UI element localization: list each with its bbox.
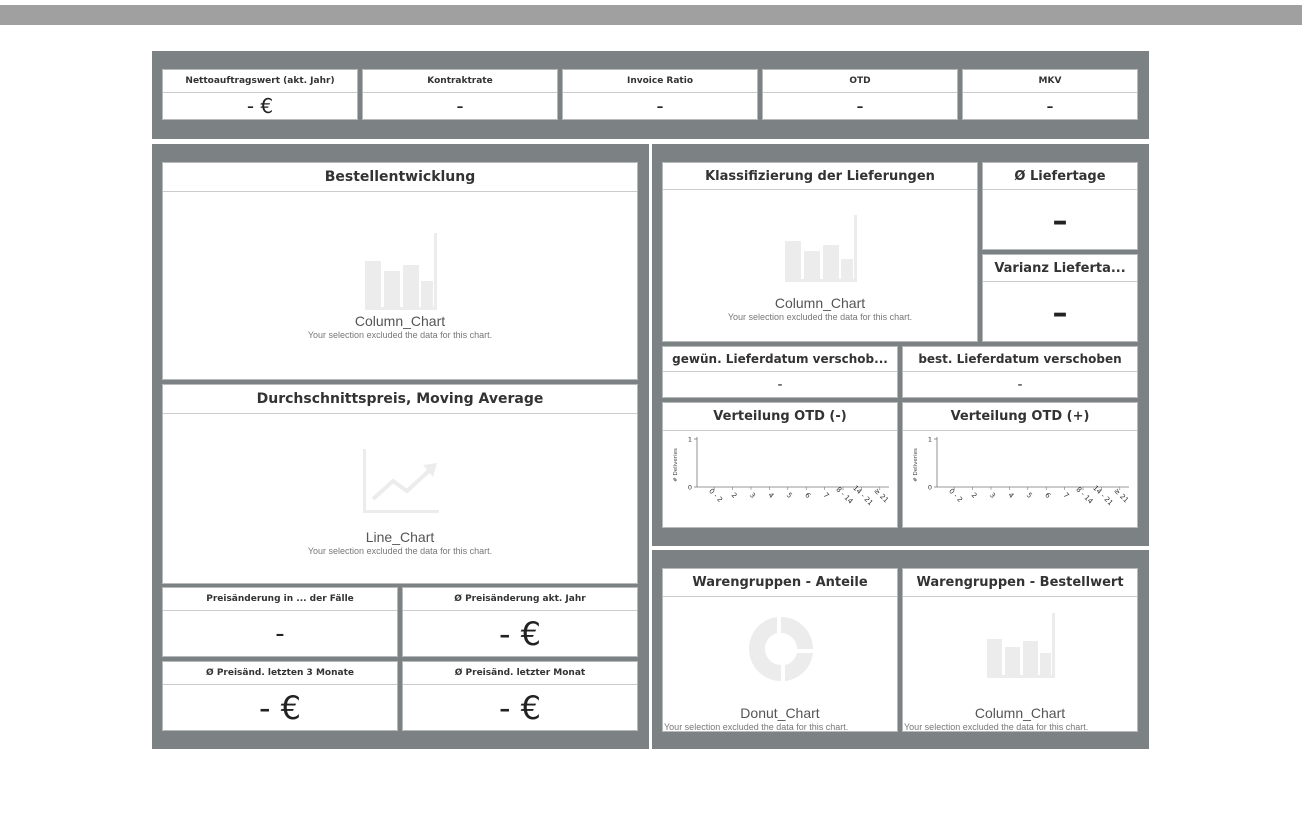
kpi-value: - € <box>258 689 302 727</box>
otd-chart-svg <box>663 431 897 527</box>
kpi-varianz-liefertage[interactable] <box>982 254 1138 342</box>
kpi-preisaend-3-monate[interactable] <box>162 661 398 731</box>
donut-chart-icon <box>745 613 817 685</box>
kpi-preisaend-letzter-monat[interactable] <box>402 661 638 731</box>
klassifizierung-chart[interactable] <box>662 162 978 342</box>
kpi-label: gewün. Lieferdatum verschob... <box>663 347 897 372</box>
x-tick-label: 14 - 21 <box>1091 483 1115 508</box>
x-tick-label: ≥ 21 <box>872 486 891 505</box>
x-tick-label: 8 - 14 <box>1074 485 1095 506</box>
kpi-best-lieferdatum[interactable] <box>902 346 1138 398</box>
kpi-label: Ø Preisänderung akt. Jahr <box>403 588 637 611</box>
empty-message: Your selection excluded the data for this chart. <box>664 722 849 732</box>
kpi-nettoauftragswert[interactable] <box>162 69 358 120</box>
kpi-label: MKV <box>963 70 1137 93</box>
kpi-value: - <box>777 377 783 393</box>
kpi-value: – <box>1052 295 1068 331</box>
y-tick-label: 1 <box>927 435 932 444</box>
kpi-label: Preisänderung in ... der Fälle <box>163 588 397 611</box>
kpi-label: OTD <box>763 70 957 93</box>
y-tick-label: 0 <box>687 483 692 492</box>
x-tick-label: 4 <box>766 491 776 500</box>
empty-message: Your selection excluded the data for this chart. <box>727 312 913 322</box>
x-tick-label: 3 <box>748 491 757 500</box>
kpi-label: Ø Liefertage <box>983 163 1137 190</box>
kpi-value: - <box>456 94 464 118</box>
kpi-kontraktrate[interactable] <box>362 69 558 120</box>
kpi-panel <box>152 51 1149 139</box>
column-chart-icon <box>783 215 859 285</box>
verteilung-otd-plus-chart[interactable] <box>902 402 1138 528</box>
chart-title: Warengruppen - Anteile <box>663 569 897 597</box>
chart-type-label: Column_Chart <box>354 313 446 329</box>
x-tick-label: 2 <box>969 491 979 500</box>
left-panel <box>152 144 649 749</box>
column-chart-icon <box>985 613 1057 681</box>
y-axis-label: # Deliveries <box>673 448 679 482</box>
column-chart-icon <box>363 233 439 313</box>
warengruppen-bestellwert-chart[interactable] <box>902 568 1138 732</box>
kpi-value: - € <box>498 615 542 653</box>
top-bar <box>0 5 1302 25</box>
warengruppen-anteile-chart[interactable] <box>662 568 898 732</box>
x-tick-label: 0 - 2 <box>707 487 725 505</box>
kpi-value: - <box>856 94 864 118</box>
kpi-label: Ø Preisänd. letzten 3 Monate <box>163 662 397 685</box>
kpi-invoice-ratio[interactable] <box>562 69 758 120</box>
chart-title: Verteilung OTD (+) <box>903 403 1137 431</box>
kpi-value: - <box>1046 94 1054 118</box>
kpi-label: Kontraktrate <box>363 70 557 93</box>
x-tick-label: 6 <box>803 491 813 500</box>
y-tick-label: 0 <box>927 483 932 492</box>
empty-message: Your selection excluded the data for this chart. <box>307 546 493 556</box>
kpi-label: Invoice Ratio <box>563 70 757 93</box>
verteilung-otd-minus-chart[interactable] <box>662 402 898 528</box>
right-top-panel <box>652 144 1149 546</box>
x-tick-label: 14 - 21 <box>851 483 875 508</box>
chart-type-label: Column_Chart <box>774 295 866 311</box>
kpi-value: - € <box>246 94 274 118</box>
x-tick-label: 2 <box>729 491 739 500</box>
x-tick-label: 3 <box>988 491 997 500</box>
bestellentwicklung-chart[interactable] <box>162 162 638 380</box>
y-tick-label: 1 <box>687 435 692 444</box>
x-tick-label: 0 - 2 <box>947 487 965 505</box>
x-tick-label: 4 <box>1006 491 1016 500</box>
kpi-label: Varianz Lieferta... <box>983 255 1137 282</box>
empty-message: Your selection excluded the data for this chart. <box>904 722 1089 732</box>
kpi-value: - <box>275 619 285 649</box>
chart-type-label: Donut_Chart <box>740 705 820 721</box>
chart-title: Durchschnittspreis, Moving Average <box>163 385 637 414</box>
kpi-value: - € <box>498 689 542 727</box>
chart-title: Warengruppen - Bestellwert <box>903 569 1137 597</box>
otd-chart-svg <box>903 431 1137 527</box>
kpi-value: – <box>1052 203 1068 239</box>
kpi-value: - <box>1017 377 1023 393</box>
empty-message: Your selection excluded the data for this chart. <box>307 330 493 340</box>
kpi-mkv[interactable] <box>962 69 1138 120</box>
x-tick-label: 7 <box>821 491 831 500</box>
kpi-preisaenderung-akt-jahr[interactable] <box>402 587 638 657</box>
kpi-label: Nettoauftragswert (akt. Jahr) <box>163 70 357 93</box>
chart-title: Bestellentwicklung <box>163 163 637 192</box>
chart-type-label: Line_Chart <box>365 529 435 545</box>
kpi-preisaenderung-faelle[interactable] <box>162 587 398 657</box>
x-tick-label: 5 <box>1024 491 1034 500</box>
kpi-liefertage[interactable] <box>982 162 1138 250</box>
x-tick-label: 5 <box>784 491 794 500</box>
chart-title: Klassifizierung der Lieferungen <box>663 163 977 190</box>
x-tick-label: 8 - 14 <box>834 485 855 506</box>
chart-type-label: Column_Chart <box>974 705 1066 721</box>
x-tick-label: 7 <box>1061 491 1071 500</box>
x-tick-label: ≥ 21 <box>1112 486 1131 505</box>
line-chart-icon <box>361 447 441 515</box>
kpi-label: Ø Preisänd. letzter Monat <box>403 662 637 685</box>
kpi-value: - <box>656 94 664 118</box>
right-bottom-panel <box>652 550 1149 749</box>
kpi-otd[interactable] <box>762 69 958 120</box>
x-tick-label: 6 <box>1043 491 1053 500</box>
durchschnittspreis-chart[interactable] <box>162 384 638 584</box>
kpi-gewuen-lieferdatum[interactable] <box>662 346 898 398</box>
kpi-label: best. Lieferdatum verschoben <box>903 347 1137 372</box>
y-axis-label: # Deliveries <box>913 448 919 482</box>
chart-title: Verteilung OTD (-) <box>663 403 897 431</box>
